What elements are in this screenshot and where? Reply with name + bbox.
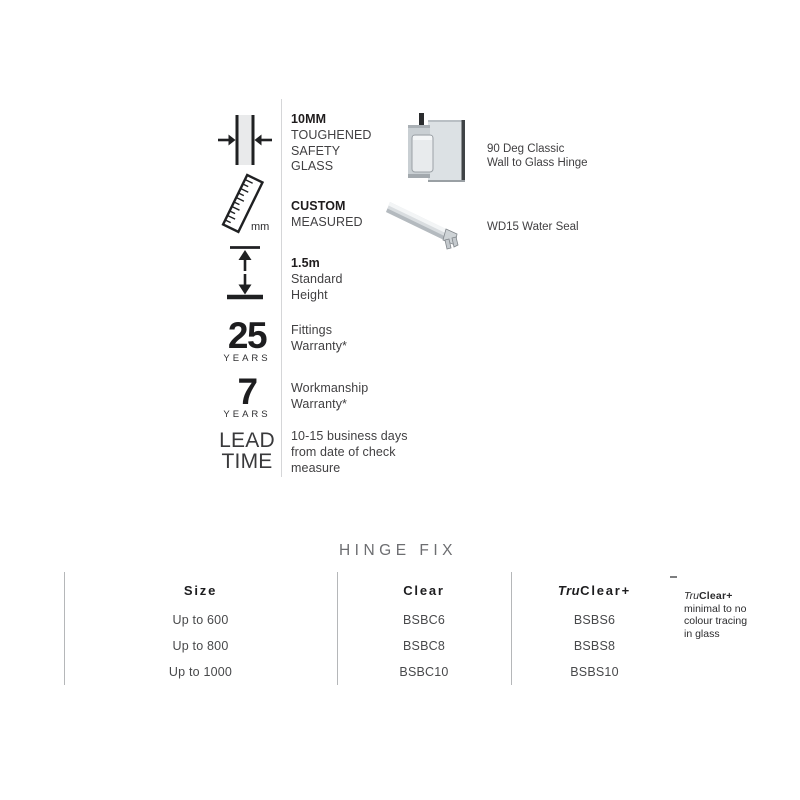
25-years-value: 25 xyxy=(227,315,267,356)
lead-time-line2: TIME xyxy=(221,449,273,473)
spec-glass-line3: GLASS xyxy=(291,159,334,174)
table-cell-truclear-3: BSBS10 xyxy=(570,665,619,679)
truclear-note-line2: colour tracing xyxy=(684,615,748,628)
spec-custom-line1: MEASURED xyxy=(291,214,363,229)
table-cell-clear-1: BSBC6 xyxy=(403,613,445,627)
hinge-label-line2: Wall to Glass Hinge xyxy=(487,156,588,169)
spec-glass-line1: TOUGHENED xyxy=(291,127,372,142)
seal-label-text: WD15 Water Seal xyxy=(487,221,579,233)
column-header-size: Size xyxy=(183,583,218,598)
table-cell-truclear-1: BSBS6 xyxy=(573,613,616,627)
spec-height-line1: Standard xyxy=(291,271,343,286)
7-years-badge xyxy=(214,371,280,420)
truclear-note-title xyxy=(684,590,748,603)
7-years-value: 7 xyxy=(237,371,257,412)
spec-height-bold: 1.5m xyxy=(291,256,320,270)
height-arrows-icon xyxy=(227,244,263,300)
hinge-label xyxy=(487,143,588,170)
spec-leadtime-line1: 10-15 business days xyxy=(291,429,408,443)
ruler-unit-label: mm xyxy=(251,221,270,233)
spec-leadtime-line3: measure xyxy=(291,460,341,475)
table-cell-clear-2: BSBC8 xyxy=(403,639,445,653)
table-cell-size-1: Up to 600 xyxy=(172,613,229,627)
spec-custom-bold: CUSTOM xyxy=(291,199,346,213)
section-title: HINGE FIX xyxy=(338,542,457,559)
spec-fittings-line2: Warranty* xyxy=(291,338,348,353)
hinge-image xyxy=(398,106,472,186)
truclear-header-prefix: Tru xyxy=(557,583,581,598)
25-years-unit: YEARS xyxy=(223,353,271,364)
truclear-note-prefix: Tru xyxy=(684,590,699,602)
seal-label xyxy=(487,221,579,235)
spec-glass-bold: 10MM xyxy=(291,112,327,126)
seal-image xyxy=(383,190,469,254)
spec-custom-text xyxy=(291,199,363,231)
table-cell-truclear-2: BSBS8 xyxy=(573,639,616,653)
table-cell-clear-3: BSBC10 xyxy=(399,665,449,679)
hinge-label-line1: 90 Deg Classic xyxy=(487,143,565,155)
25-years-badge xyxy=(214,315,280,364)
spec-glass-line2: SAFETY xyxy=(291,143,341,158)
spec-workmanship-line1: Workmanship xyxy=(291,381,369,395)
spec-height-text xyxy=(291,256,343,303)
note-dash xyxy=(670,576,677,578)
table-cell-size-3: Up to 1000 xyxy=(168,665,233,679)
truclear-note-bold: Clear+ xyxy=(698,590,733,602)
table-cell-size-2: Up to 800 xyxy=(172,639,229,653)
ruler-icon xyxy=(219,173,275,237)
spec-workmanship-text xyxy=(291,381,368,413)
truclear-note-line3: in glass xyxy=(684,627,720,640)
spec-leadtime-line2: from date of check xyxy=(291,444,396,459)
spec-leadtime-text xyxy=(291,429,408,476)
truclear-note xyxy=(684,590,748,640)
spec-workmanship-line2: Warranty* xyxy=(291,396,348,411)
lead-time-badge xyxy=(204,431,290,472)
spec-divider-line xyxy=(281,99,282,477)
truclear-header-suffix: Clear+ xyxy=(580,583,632,598)
spec-fittings-line1: Fittings xyxy=(291,323,333,337)
spec-glass-text xyxy=(291,112,372,175)
spec-height-line2: Height xyxy=(291,287,328,302)
lead-time-line1: LEAD xyxy=(219,429,275,452)
glass-thickness-icon xyxy=(218,115,272,165)
7-years-unit: YEARS xyxy=(223,409,271,420)
column-header-clear: Clear xyxy=(403,583,445,598)
column-header-truclear xyxy=(511,584,678,598)
truclear-note-line1: minimal to no xyxy=(684,602,747,615)
spec-fittings-text xyxy=(291,323,347,355)
